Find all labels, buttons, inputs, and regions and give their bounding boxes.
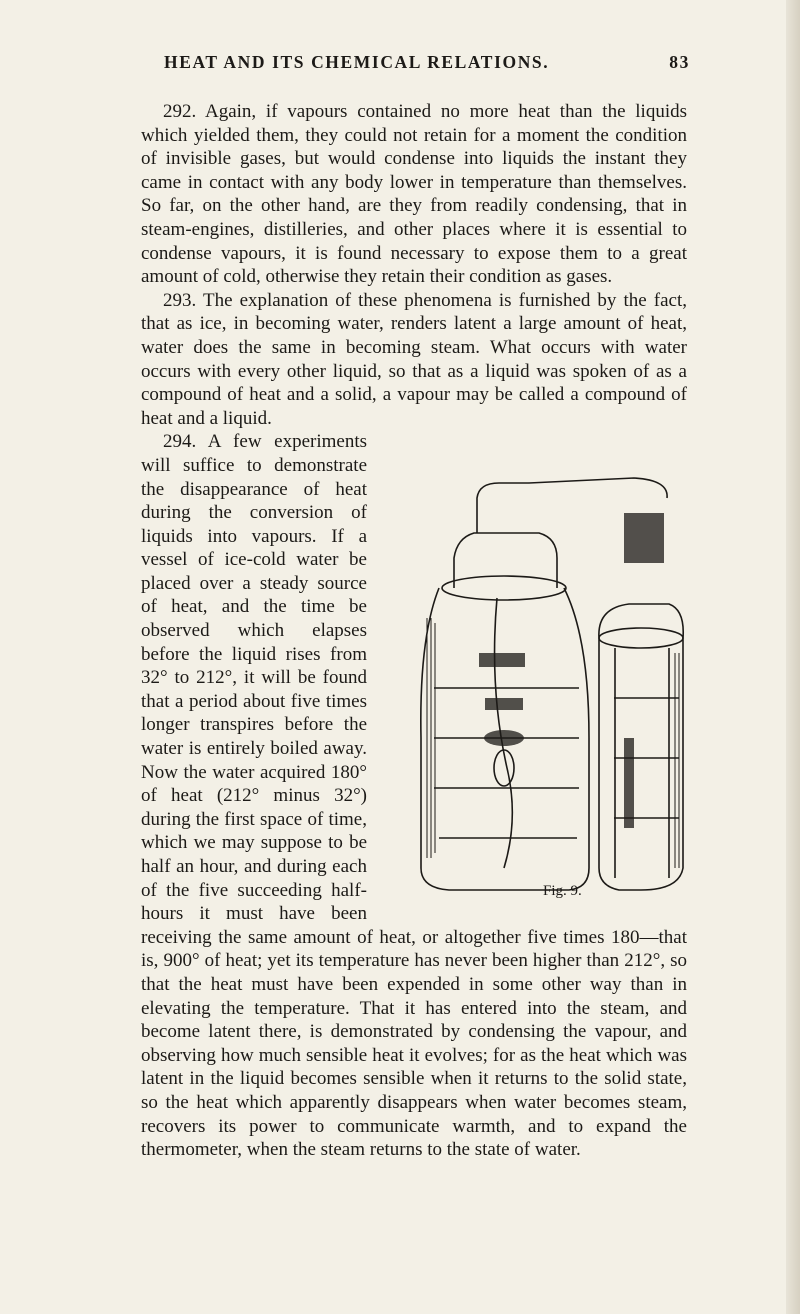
paragraph-294-text: 294. A few experiments will suffice to demonstrate the disappearance of heat during the conversion of liquids into vapours. If a vessel of ice-cold water be placed over a steady source of heat, and the time be observed which elapses before the liquid rises from 32° to 212°, it will be found that a period about five times longer transpires before the water is entirely boiled away. Now the water acquired 180° of heat (212° minus 32°) during the first space of time, which we may suppose to be half an hour, and during each of the five succeeding half-hours it must have been receiving the same amount of heat, or altogether five times 180—that is, 900° of heat; yet its temperature has never been higher than 212°, so that the heat must have been expended in some other way than in elevating the temperature. That it has entered into the steam, and become latent there, is demonstrated by condensing the vapour, and observing how much sensible heat it evolves; for as the heat which was latent in the liquid becomes sensible when it returns to the solid state, so the heat which apparently disappears when water becomes steam, recovers its power to communicate warmth, and to expand the thermometer, when the steam returns to the state of water.: [141, 431, 687, 1161]
paragraph-294: [141, 430, 687, 1161]
page-number: 83: [669, 52, 690, 72]
paragraph-293: 293. The explanation of these phenomena is furnished by the fact, that as ice, in becoming water, renders latent a large amount of heat, water does the same in becoming steam. What occurs with water occurs with every other liquid, so that as a liquid was spoken of as a compound of heat and a solid, a vapour may be called a compound of heat and a liquid.: [141, 289, 687, 429]
figure-caption: Fig. 9.: [543, 883, 582, 900]
running-title: HEAT AND ITS CHEMICAL RELATIONS.: [164, 52, 550, 72]
body-text: [141, 100, 687, 1162]
figure-9: [379, 438, 689, 918]
paragraph-292: 292. Again, if vapours contained no more heat than the liquids which yielded them, they could not retain for a moment the condition of invisible gases, but would condense into liquids the instant they came in contact with any body lower in temperature than themselves. So far, on the other hand, are they from readily condensing, that in steam-engines, distilleries, and other places where it is essential to condense vapours, it is found necessary to expose them to a great amount of cold, otherwise they retain their condition as gases.: [141, 101, 687, 288]
condenser-apparatus-illustration: [379, 438, 689, 918]
page-edge: [786, 0, 800, 1314]
